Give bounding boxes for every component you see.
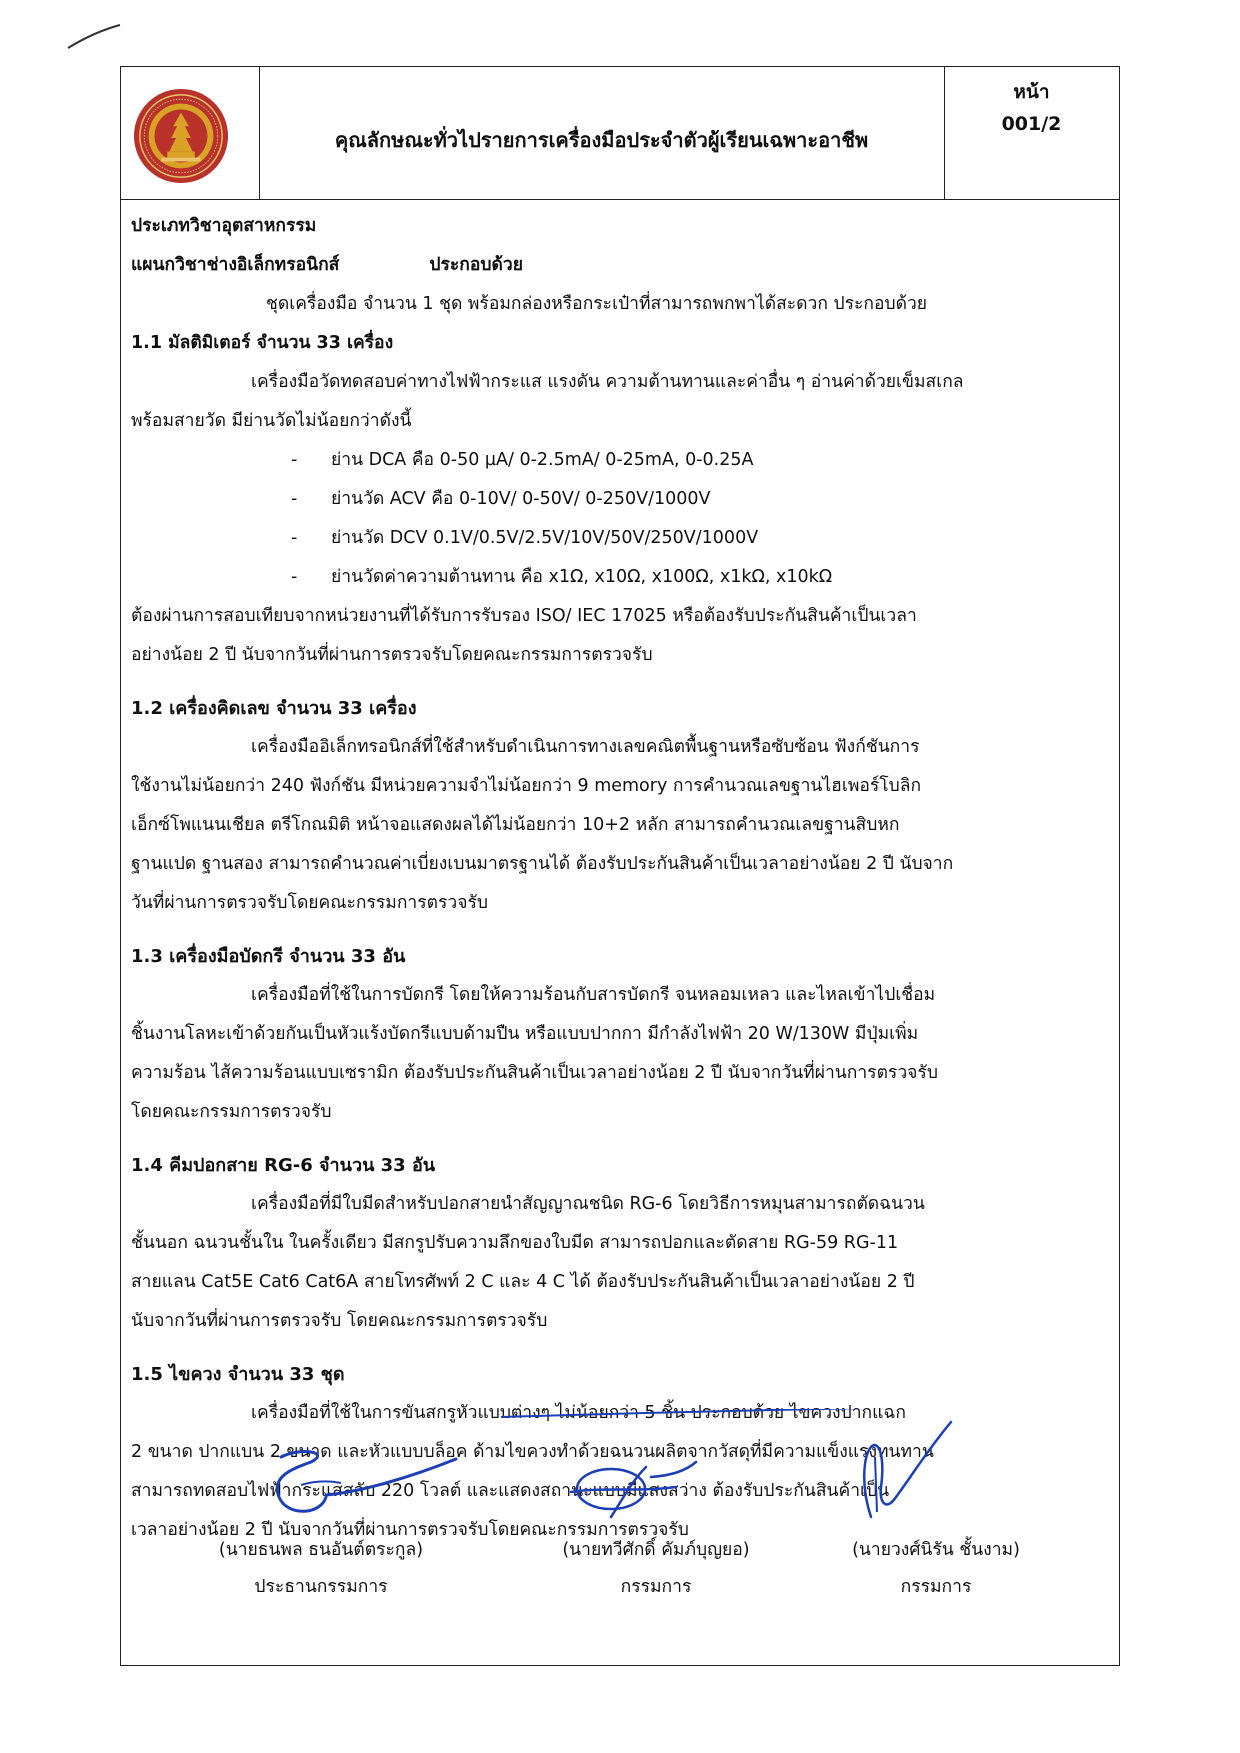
section-heading: 1.3 เครื่องมือบัดกรี จำนวน 33 อัน <box>131 946 406 967</box>
signature-member-2 <box>841 1417 961 1527</box>
department-heading <box>131 246 1106 285</box>
section-line: ชั้นนอก ฉนวนชั้นใน ในครั้งเดียว มีสกรูปรับความลึกของใบมีด สามารถปอกและตัดสาย RG-59 RG-11 <box>131 1233 899 1253</box>
section-line: ใช้งานไม่น้อยกว่า 240 ฟังก์ชัน มีหน่วยความจำไม่น้อยกว่า 9 memory การคำนวณเลขฐานไฮเพอร์โบลิก <box>131 776 922 796</box>
title-cell <box>259 67 945 199</box>
page-number-cell <box>944 67 1119 199</box>
signatory-name: (นายทวีศักดิ์ คัมภ์บุญยอ) <box>562 1540 750 1560</box>
section-line: 2 ขนาด ปากแบน 2 ขนาด และหัวแบบบล็อค ด้ามไขควงทำด้วยฉนวนผลิตจากวัสดุที่มีความแข็งแรงทนทาน <box>131 1442 934 1462</box>
section-line: เครื่องมือที่ใช้ในการขันสกรูหัวแบบต่างๆ ไม่น้อยกว่า 5 ชิ้น ประกอบด้วย ไขควงปากแฉก <box>251 1403 906 1423</box>
section-line: วันที่ผ่านการตรวจรับโดยคณะกรรมการตรวจรับ <box>131 893 489 913</box>
section-line: ต้องผ่านการสอบเทียบจากหน่วยงานที่ได้รับการรับรอง ISO/ IEC 17025 หรือต้องรับประกันสินค้าเป็นเวลา <box>131 606 917 626</box>
section-line: โดยคณะกรรมการตรวจรับ <box>131 1102 332 1122</box>
page-label: หน้า <box>1013 81 1050 103</box>
signatory-role: กรรมการ <box>620 1577 692 1597</box>
logo-cell <box>121 67 260 199</box>
section-line: เวลาอย่างน้อย 2 ปี นับจากวันที่ผ่านการตรวจรับโดยคณะกรรมการตรวจรับ <box>131 1520 689 1540</box>
section-line: สามารถทดสอบไฟฟ้ากระแสสลับ 220 โวลต์ และแสดงสถานะแบบมีแสงสว่าง ต้องรับประกันสินค้าเป็น <box>131 1481 890 1501</box>
range-item: - ย่านวัดค่าความต้านทาน คือ x1Ω, x10Ω, x100Ω, x1kΩ, x10kΩ <box>291 558 1106 597</box>
section-multimeter <box>131 324 1106 675</box>
document-body <box>131 207 1106 1550</box>
section-line: พร้อมสายวัด มีย่านวัดไม่น้อยกว่าดังนี้ <box>131 411 412 431</box>
range-item: - ย่าน DCA คือ 0-50 µA/ 0-2.5mA/ 0-25mA, 0-0.25A <box>291 441 1106 480</box>
section-soldering-tool <box>131 937 1106 1132</box>
vocational-education-seal-icon <box>132 87 230 185</box>
section-heading: 1.1 มัลติมิเตอร์ จำนวน 33 เครื่อง <box>131 333 394 353</box>
signature-block <box>121 1407 1119 1627</box>
section-line: เครื่องมืออิเล็กทรอนิกส์ที่ใช้สำหรับดำเนินการทางเลขคณิตพื้นฐานหรือซับซ้อน ฟังก์ชันการ <box>251 737 920 757</box>
consists-of-label: ประกอบด้วย <box>429 255 523 275</box>
signatory-role: ประธานกรรมการ <box>254 1577 388 1597</box>
signatory-name: (นายธนพล ธนอันต์ตระกูล) <box>218 1540 424 1560</box>
section-line: นับจากวันที่ผ่านการตรวจรับ โดยคณะกรรมการตรวจรับ <box>131 1311 548 1331</box>
signature-chairman <box>241 1437 461 1527</box>
section-heading: 1.2 เครื่องคิดเลข จำนวน 33 เครื่อง <box>131 698 417 719</box>
section-calculator <box>131 689 1106 923</box>
scan-pen-mark <box>66 22 122 52</box>
document-title: คุณลักษณะทั่วไปรายการเครื่องมือประจำตัวผู้เรียนเฉพาะอาชีพ <box>334 128 869 152</box>
section-heading: 1.4 คีมปอกสาย RG-6 จำนวน 33 อัน <box>131 1155 436 1176</box>
section-line: สายแลน Cat5E Cat6 Cat6A สายโทรศัพท์ 2 C และ 4 C ได้ ต้องรับประกันสินค้าเป็นเวลาอย่างน้อย 2 ปี <box>131 1272 915 1292</box>
page-number: 001/2 <box>1001 113 1062 135</box>
document-frame <box>120 66 1120 1666</box>
section-line: ความร้อน ไส้ความร้อนแบบเซรามิก ต้องรับประกันสินค้าเป็นเวลาอย่างน้อย 2 ปี นับจากวันที่ผ่านการตรวจรับ <box>131 1063 938 1083</box>
measurement-ranges <box>131 441 1106 597</box>
signature-member-1 <box>551 1447 711 1527</box>
range-item: - ย่านวัด ACV คือ 0-10V/ 0-50V/ 0-250V/1000V <box>291 480 1106 519</box>
kit-description: ชุดเครื่องมือ จำนวน 1 ชุด พร้อมกล่องหรือกระเป๋าที่สามารถพกพาได้สะดวก ประกอบด้วย <box>266 294 928 314</box>
signatory-role: กรรมการ <box>900 1577 972 1597</box>
department-name: แผนกวิชาช่างอิเล็กทรอนิกส์ <box>131 255 340 275</box>
signatory-name: (นายวงศ์นิรัน ชั้นงาม) <box>852 1540 1020 1560</box>
section-line: ฐานแปด ฐานสอง สามารถคำนวณค่าเบี่ยงเบนมาตรฐานได้ ต้องรับประกันสินค้าเป็นเวลาอย่างน้อย 2 ปี นับจาก <box>131 854 954 874</box>
section-line: ชิ้นงานโลหะเข้าด้วยกันเป็นหัวแร้งบัดกรีแบบด้ามปืน หรือแบบปากกา มีกำลังไฟฟ้า 20 W/130W มีปุ่มเพิ่ม <box>131 1024 919 1044</box>
document-header <box>121 67 1119 200</box>
category-heading: ประเภทวิชาอุตสาหกรรม <box>131 216 317 236</box>
section-line: อย่างน้อย 2 ปี นับจากวันที่ผ่านการตรวจรับโดยคณะกรรมการตรวจรับ <box>131 645 653 665</box>
section-line: เครื่องมือวัดทดสอบค่าทางไฟฟ้ากระแส แรงดัน ความต้านทานและค่าอื่น ๆ อ่านค่าด้วยเข็มสเกล <box>251 372 964 392</box>
section-line: เครื่องมือที่ใช้ในการบัดกรี โดยให้ความร้อนกับสารบัดกรี จนหลอมเหลว และไหลเข้าไปเชื่อม <box>251 985 936 1005</box>
section-cable-stripper <box>131 1146 1106 1341</box>
section-line: เอ็กซ์โพแนนเชียล ตรีโกณมิติ หน้าจอแสดงผลได้ไม่น้อยกว่า 10+2 หลัก สามารถคำนวณเลขฐานสิบหก <box>131 815 900 835</box>
range-item: - ย่านวัด DCV 0.1V/0.5V/2.5V/10V/50V/250V/1000V <box>291 519 1106 558</box>
section-heading: 1.5 ไขควง จำนวน 33 ชุด <box>131 1364 345 1385</box>
section-line: เครื่องมือที่มีใบมีดสำหรับปอกสายนำสัญญาณชนิด RG-6 โดยวิธีการหมุนสามารถตัดฉนวน <box>251 1194 925 1214</box>
